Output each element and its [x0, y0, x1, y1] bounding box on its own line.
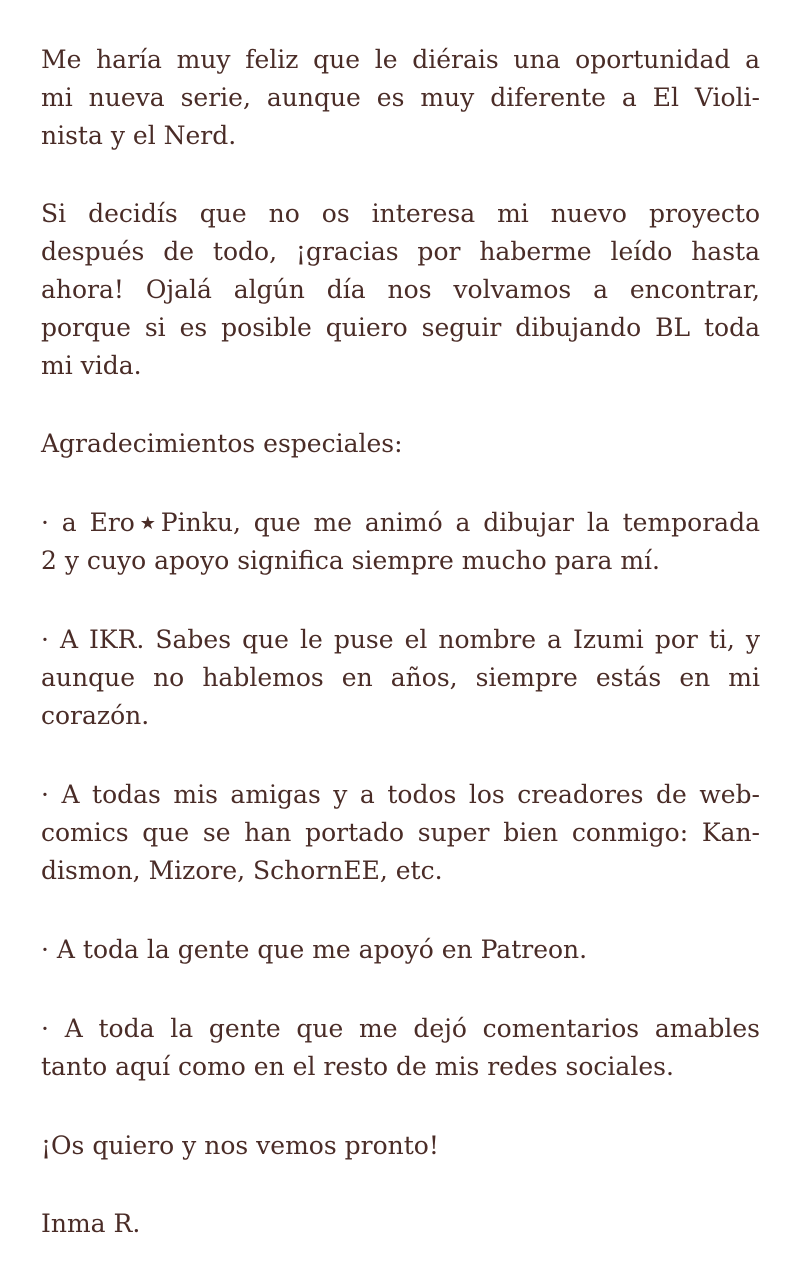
thanks-item-5-line-2: tanto aquí como en el resto de mis redes sociales. — [41, 1052, 674, 1081]
thanks-item-2-line-2: aunque no hablemos en años, siempre estás en mi — [41, 663, 760, 692]
thanks-item-1-line-1 — [41, 504, 760, 545]
thanks-heading: Agradecimientos especiales: — [41, 429, 403, 458]
farewell-line-1: Si decidís que no os interesa mi nuevo proyecto — [41, 199, 760, 228]
thanks-item-3-line-1: · A todas mis amigas y a todos los creadores de web- — [41, 780, 760, 809]
closing-line: ¡Os quiero y nos vemos pronto! — [41, 1131, 439, 1160]
farewell-line-5: mi vida. — [41, 351, 142, 380]
star-icon: ★ — [134, 513, 161, 534]
farewell-line-2: después de todo, ¡gracias por haberme leído hasta — [41, 237, 760, 266]
signature: Inma R. — [41, 1209, 141, 1238]
thanks-item-1-line-2: 2 y cuyo apoyo significa siempre mucho para mí. — [41, 546, 660, 575]
farewell-line-3: ahora! Ojalá algún día nos volvamos a encontrar, — [41, 275, 760, 304]
thanks-item-4: · A toda la gente que me apoyó en Patreon. — [41, 935, 588, 964]
thanks-item-3-line-2: comics que se han portado super bien conmigo: Kan- — [41, 818, 760, 847]
intro-line-1: Me haría muy feliz que le diérais una oportunidad a — [41, 45, 760, 74]
farewell-line-4: porque si es posible quiero seguir dibujando BL toda — [41, 313, 760, 342]
thanks-item-5-line-1: · A toda la gente que me dejó comentarios amables — [41, 1014, 760, 1043]
thanks-item-2-line-3: corazón. — [41, 701, 150, 730]
intro-line-3: nista y el Nerd. — [41, 121, 237, 150]
thanks-item-1-rest: Pinku, que me animó a dibujar la temporada — [160, 508, 760, 537]
thanks-item-2-line-1: · A IKR. Sabes que le puse el nombre a Izumi por ti, y — [41, 625, 760, 654]
thanks-item-1-prefix: · a Ero — [41, 508, 135, 537]
intro-line-2: mi nueva serie, aunque es muy diferente a El Violi- — [41, 83, 760, 112]
thanks-item-3-line-3: dismon, Mizore, SchornEE, etc. — [41, 856, 443, 885]
